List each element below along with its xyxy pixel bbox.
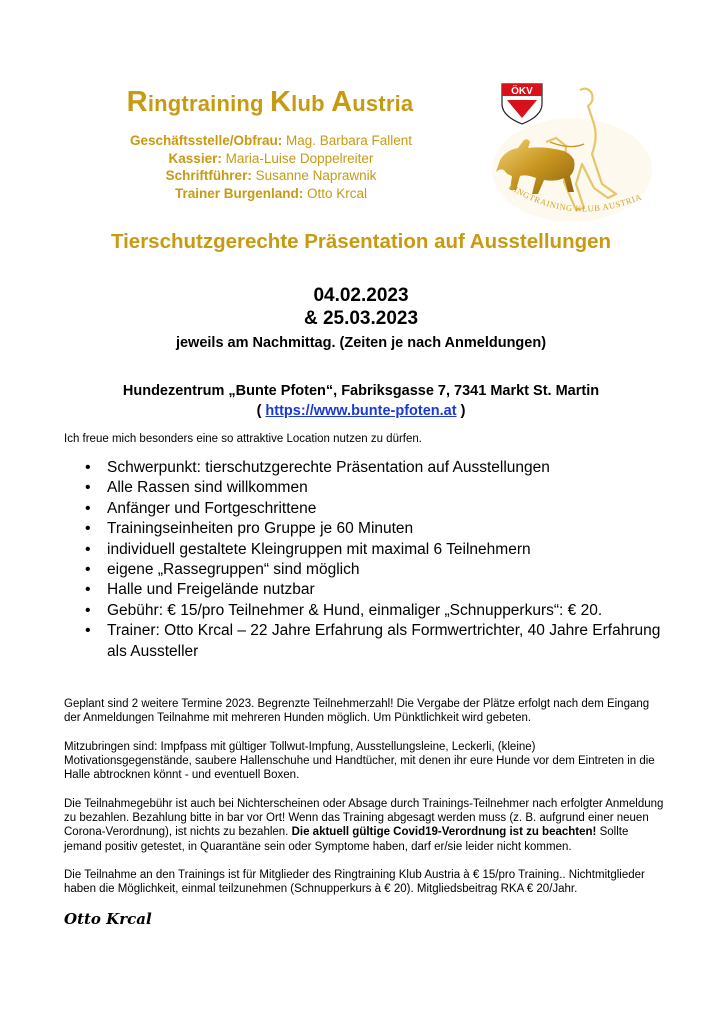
event-venue [0, 381, 722, 421]
club-name-initial-k: K [270, 86, 292, 118]
venue-address: Hundezentrum „Bunte Pfoten“, Fabriksgasse 7, 7341 Markt St. Martin [122, 383, 600, 399]
event-title: Tierschutzgerechte Präsentation auf Ausstellungen [110, 230, 612, 253]
event-dates [0, 284, 722, 330]
feature-list [76, 458, 666, 662]
link-bracket-open: ( [256, 403, 266, 419]
officer-role: Trainer Burgenland: [174, 185, 304, 201]
officer-name: Susanne Naprawnik [255, 168, 377, 183]
list-item: • Trainer: Otto Krcal – 22 Jahre Erfahrung als Formwertrichter, 40 Jahre Erfahrung als Aussteller [76, 621, 666, 662]
list-item: • Schwerpunkt: tierschutzgerechte Präsentation auf Ausstellungen [76, 458, 666, 478]
officer-role: Kassier: [168, 150, 222, 166]
officer-line [90, 167, 452, 185]
link-bracket-close: ) [456, 403, 466, 419]
intro-text: Ich freue mich besonders eine so attraktive Location nutzen zu dürfen. [64, 433, 422, 445]
club-name-part: lub [291, 91, 332, 116]
officers-list [90, 132, 452, 202]
club-name-part: ustria [352, 91, 414, 116]
club-name-initial-a: A [331, 86, 353, 118]
club-name-initial-r: R [126, 86, 148, 118]
paragraph-text: Sollte jemand positiv getestet, in Quarantäne sein oder Symptome haben, darf er/sie leider nicht kommen. [64, 826, 629, 853]
logo-ring-text: RINGTRAINING KLUB AUSTRIA [506, 181, 644, 214]
club-name-part: ingtraining [147, 91, 270, 116]
officer-line [90, 185, 452, 203]
covid-notice: Die aktuell gültige Covid19-Verordnung ist zu beachten! [291, 826, 597, 839]
officer-role: Geschäftsstelle/Obfrau: [129, 133, 283, 148]
officer-name: Mag. Barbara Fallent [286, 133, 413, 148]
paragraph-text: Die Teilnahmegebühr ist auch bei Nichterscheinen oder Absage durch Trainings-Teilnehmer nach erfolgter Anmeldung zu bezahlen. Bezahlung bitte in bar vor Ort! Wenn das Training abgesagt werden muss (z. B. aufgrund einer neuen Corona-Verordnung), ist nichts zu bezahlen. [64, 798, 664, 839]
paragraph-bring-items: Mitzubringen sind: Impfpass mit gültiger Tollwut-Impfung, Ausstellungsleine, Leckerli, (kleine) Motivationsgegenstände, saubere Hallenschuhe und Handtücher, mit denen ihr eure Hunde vor dem Eintreten in die Halle abtrocknen könnt - und eventuell Boxen. [64, 741, 655, 782]
officer-line [90, 132, 452, 150]
officer-role: Schriftführer: [165, 168, 252, 183]
list-item: • Alle Rassen sind willkommen [76, 478, 666, 498]
venue-website-link[interactable]: https://www.bunte-pfoten.at [265, 403, 457, 419]
event-date-1: 04.02.2023 [313, 285, 409, 306]
oekv-badge-icon [502, 84, 542, 124]
officer-name: Maria-Luise Doppelreiter [225, 150, 374, 166]
event-time-note: jeweils am Nachmittag. (Zeiten je nach Anmeldungen) [175, 335, 547, 351]
paragraph-fees-covid [64, 797, 664, 854]
oekv-badge-text: ÖKV [511, 86, 533, 97]
club-logo [480, 78, 655, 228]
officer-name: Otto Krcal [307, 185, 368, 201]
list-item: • Trainingseinheiten pro Gruppe je 60 Minuten [76, 519, 666, 539]
list-item: • Anfänger und Fortgeschrittene [76, 499, 666, 519]
list-item: • eigene „Rassegruppen“ sind möglich [76, 560, 666, 580]
venue-link-line [0, 401, 722, 421]
signature: Otto Krcal [64, 910, 152, 928]
event-date-2: & 25.03.2023 [303, 308, 419, 329]
paragraph-membership: Die Teilnahme an den Trainings ist für Mitglieder des Ringtraining Klub Austria à € 15/pro Training.. Nichtmitglieder haben die Möglichkeit, einmal teilzunehmen (Schnupperkurs à € 20). Mitgliedsbeitrag RKA € 20/Jahr. [64, 869, 645, 896]
list-item: • Gebühr: € 15/pro Teilnehmer & Hund, einmaliger „Schnupperkurs“: € 20. [76, 601, 666, 621]
club-name-heading [100, 86, 440, 119]
list-item: • individuell gestaltete Kleingruppen mit maximal 6 Teilnehmern [76, 540, 666, 560]
paragraph-dates-info: Geplant sind 2 weitere Termine 2023. Begrenzte Teilnehmerzahl! Die Vergabe der Plätze erfolgt nach dem Eingang der Anmeldungen Teilnahme mit mehreren Hunden möglich. Um Pünktlichkeit wird gebeten. [64, 698, 650, 725]
officer-line [90, 150, 452, 168]
list-item: • Halle und Freigelände nutzbar [76, 580, 666, 600]
